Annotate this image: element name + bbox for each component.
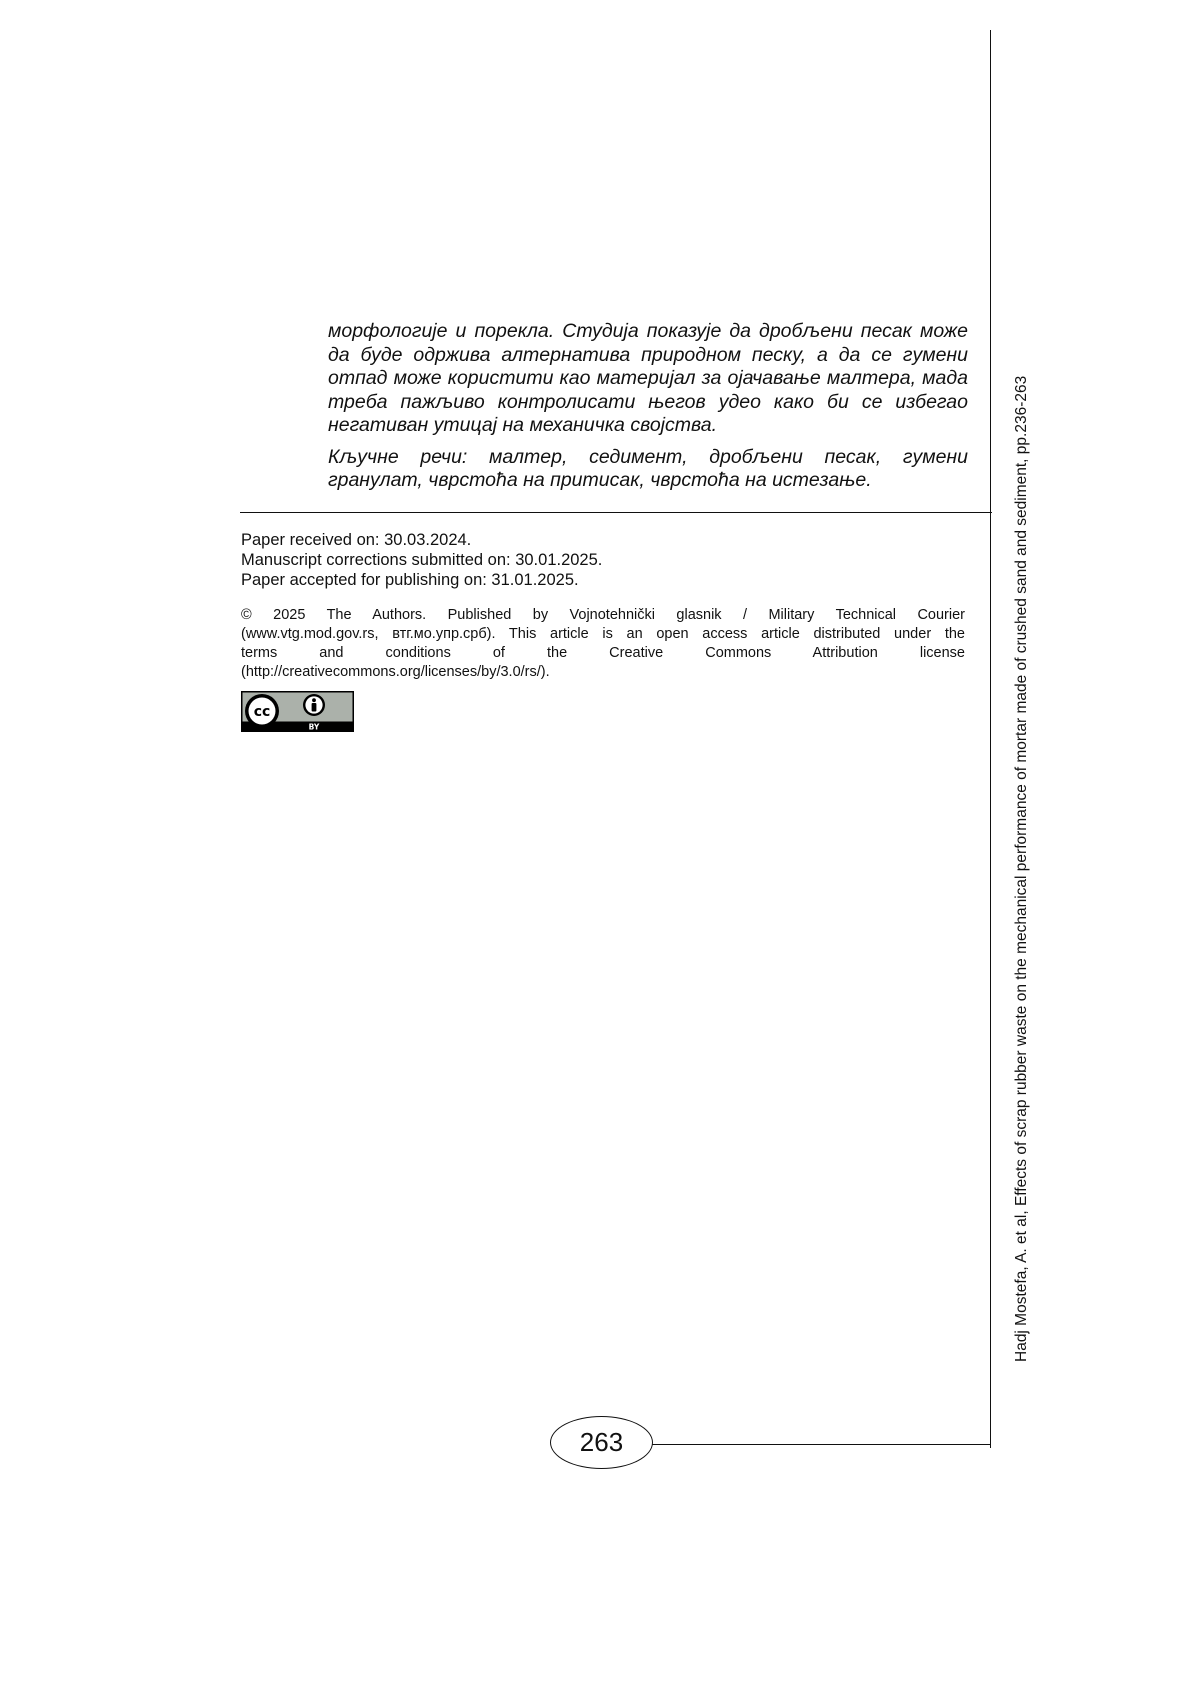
abstract-continuation: морфологије и порекла. Студија показује да дробљени песак може да буде одржива алтернатива природном песку, а да се гумени отпад може користити као материјал за ојачавање малтера, мада треба пажљиво контролисати његов удео како би се избегао негативан утицај на механичка својства.: [328, 320, 968, 436]
running-header: Hadj Mostefa, A. et al, Effects of scrap rubber waste on the mechanical performance of mortar made of crushed sand and sediment, pp.236-263: [1013, 375, 1030, 1362]
license-link[interactable]: (http://creativecommons.org/licenses/by/3.0/rs/).: [241, 664, 550, 680]
vertical-margin-rule: [990, 30, 991, 1448]
received-date: Paper received on: 30.03.2024.: [241, 531, 472, 549]
page-number: 263: [550, 1416, 653, 1469]
cc-badge-text: cc: [253, 704, 271, 720]
section-divider: [240, 512, 992, 513]
accepted-date: Paper accepted for publishing on: 31.01.2025.: [241, 571, 579, 589]
by-badge-text: BY: [308, 722, 320, 732]
corrections-date: Manuscript corrections submitted on: 30.01.2025.: [241, 551, 603, 569]
license-line-2: (www.vtg.mod.gov.rs, втг.мо.упр.срб). This article is an open access article distributed under the: [241, 626, 965, 642]
creative-commons-by-icon[interactable]: [241, 691, 354, 732]
abstract-section: [328, 320, 968, 501]
paper-dates: [241, 530, 971, 590]
license-line-3: terms and conditions of the Creative Commons Attribution license: [241, 645, 965, 661]
footer-rule: [652, 1444, 991, 1445]
keywords-paragraph: Кључне речи: малтер, седимент, дробљени песак, гумени гранулат, чврстоћа на притисак, чврстоћа на истезање.: [328, 445, 968, 491]
license-line-1: © 2025 The Authors. Published by Vojnotehnički glasnik / Military Technical Courier: [241, 607, 965, 623]
license-notice: [241, 606, 965, 682]
